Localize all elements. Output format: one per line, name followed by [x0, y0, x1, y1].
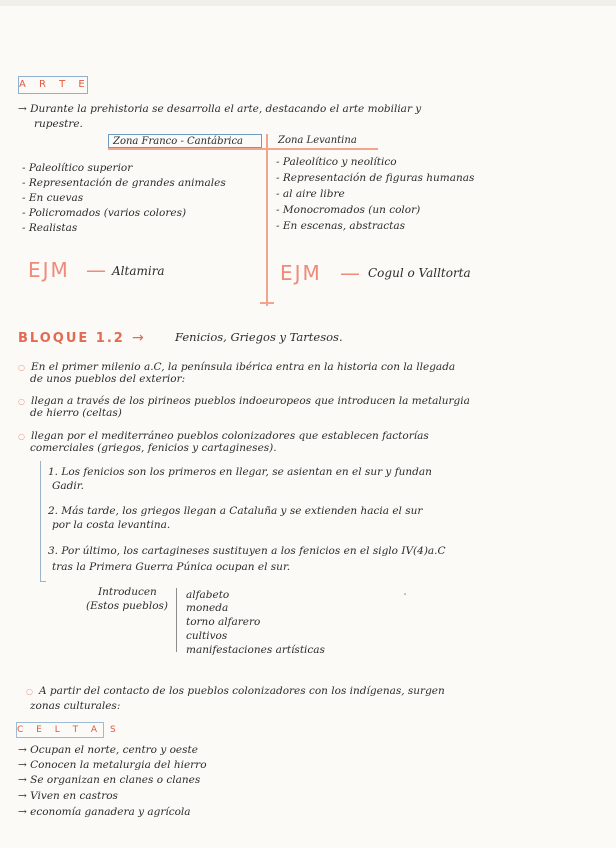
left-item: - Paleolítico superior: [22, 162, 133, 174]
bullet-dot-icon: ○: [26, 687, 33, 696]
bullet-text: llegan por el mediterráneo pueblos colonizadores que establecen factorías: [30, 430, 429, 442]
numbered-item: 1. Los fenicios son los primeros en llegar, se asientan en el sur y fundan: [48, 466, 432, 478]
celtas-item: → economía ganadera y agrícola: [18, 806, 191, 818]
bullet-dot-icon: ○: [18, 363, 25, 372]
bullet-text: llegan a través de los pirineos pueblos indoeuropeos que introducen la metalurgia: [30, 395, 470, 407]
bloque-heading: BLOQUE 1.2: [18, 331, 125, 346]
introducen-item: moneda: [186, 602, 229, 614]
introducen-label: Introducen: [98, 586, 157, 598]
ejm-label-left: EJM: [28, 258, 70, 282]
table-divider-foot: [260, 302, 274, 304]
right-item: - Representación de figuras humanas: [276, 172, 475, 184]
bloque-subtitle: Fenicios, Griegos y Tartesos.: [175, 330, 343, 344]
ejm-cogul: Cogul o Valltorta: [368, 266, 471, 280]
ejm-dash-left: —: [86, 258, 108, 282]
right-item: - En escenas, abstractas: [276, 220, 406, 232]
numbered-item: tras la Primera Guerra Púnica ocupan el sur.: [52, 561, 291, 573]
numbered-item: por la costa levantina.: [52, 519, 171, 531]
bullet-line: de hierro (celtas): [30, 407, 122, 419]
bloque-arrow: →: [132, 330, 144, 346]
right-item: - Paleolítico y neolítico: [276, 156, 397, 168]
bullet-dot-icon: ○: [18, 432, 25, 441]
ejm-label-right: EJM: [280, 261, 322, 285]
introducen-item: alfabeto: [186, 589, 230, 601]
left-item: - Realistas: [22, 222, 78, 234]
bullet-line: de unos pueblos del exterior:: [30, 373, 186, 385]
ejm-altamira: Altamira: [112, 264, 165, 278]
arte-intro-line1: → Durante la prehistoria se desarrolla el arte, destacando el arte mobiliar y: [18, 103, 422, 115]
bullet-line: comerciales (griegos, fenicios y cartagineses).: [30, 442, 277, 454]
bullet-text: En el primer milenio a.C, la península ibérica entra en la historia con la llegada: [30, 361, 456, 373]
numbered-item: 2. Más tarde, los griegos llegan a Cataluña y se extienden hacia el sur: [48, 505, 423, 517]
numbered-item: 3. Por último, los cartagineses sustituyen a los fenicios en el siglo IV(4)a.C: [48, 545, 446, 557]
introducen-item: torno alfarero: [186, 616, 261, 628]
celtas-item: → Ocupan el norte, centro y oeste: [18, 744, 198, 756]
left-item: - En cuevas: [22, 192, 84, 204]
culturas-line: [26, 685, 445, 698]
left-item: - Policromados (varios colores): [22, 207, 187, 219]
celtas-item: → Se organizan en clanes o clanes: [18, 774, 201, 786]
scan-speck: •: [403, 591, 408, 599]
introducen-item: manifestaciones artísticas: [186, 644, 325, 656]
introducen-sub: (Estos pueblos): [86, 600, 169, 612]
scan-edge: [0, 0, 616, 6]
table-vertical-divider: [266, 134, 268, 306]
culturas-line: zonas culturales:: [30, 700, 121, 712]
arte-intro-line2: rupestre.: [34, 118, 83, 130]
right-item: - Monocromados (un color): [276, 204, 421, 216]
celtas-heading: C E L T A S: [16, 722, 104, 738]
culturas-text: A partir del contacto de los pueblos colonizadores con los indígenas, surgen: [38, 685, 445, 697]
ejm-dash-right: —: [340, 261, 362, 285]
zona-levantina: Zona Levantina: [278, 135, 357, 146]
celtas-item: → Conocen la metalurgia del hierro: [18, 759, 207, 771]
zona-franco-cantabrica: Zona Franco - Cantábrica: [108, 134, 262, 148]
arte-heading: A R T E: [18, 76, 88, 94]
introducen-brace: [176, 588, 182, 652]
celtas-item: → Viven en castros: [18, 790, 118, 802]
numbered-list-bracket: [40, 461, 46, 582]
numbered-item: Gadir.: [52, 480, 84, 492]
left-item: - Representación de grandes animales: [22, 177, 226, 189]
introducen-item: cultivos: [186, 630, 228, 642]
table-horizontal-divider: [108, 148, 378, 150]
bullet-dot-icon: ○: [18, 397, 25, 406]
right-item: - al aire libre: [276, 188, 345, 200]
